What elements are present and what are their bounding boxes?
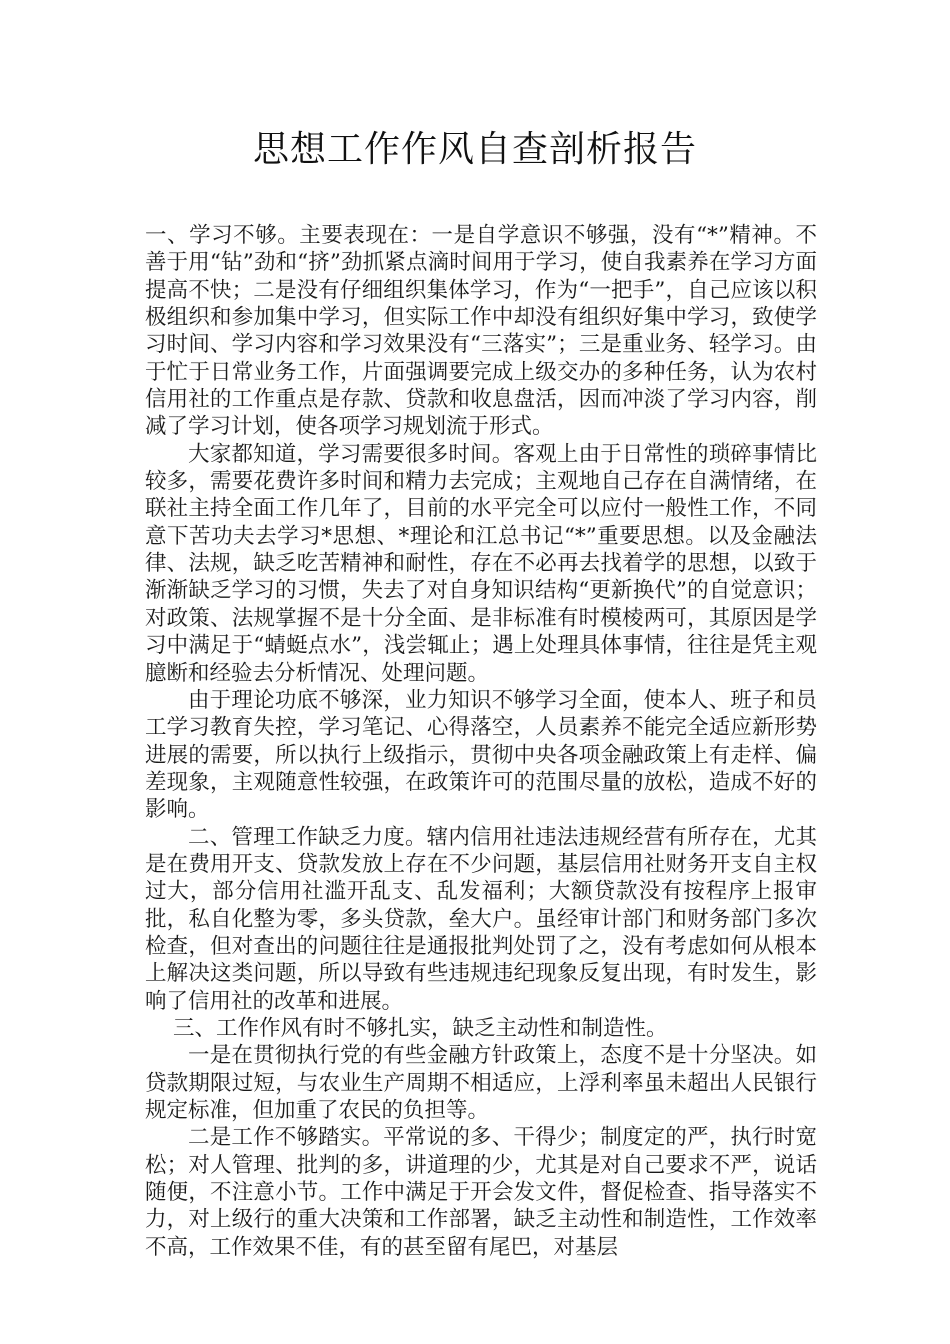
paragraph-study-reason: 大家都知道，学习需要很多时间。客观上由于日常性的琐碎事情比较多，需要花费许多时间和精力去完成；主观地自己存在自满情绪，在联社主持全面工作几年了，目前的水平完全可以应付一般性工作，不同意下苦功夫去学习*思想、*理论和江总书记“*”重要思想。以及金融法律、法规，缺乏吃苦精神和耐性，存在不必再去找着学的思想，以致于渐渐缺乏学习的习惯，失去了对自身知识结构“更新换代”的自觉意识；对政策、法规掌握不是十分全面、是非标准有时模棱两可，其原因是学习中满足于“蜻蜓点水”，浅尝辄止；遇上处理具体事情，往往是凭主观臆断和经验去分析情况、处理问题。 [145,441,817,686]
paragraph-work-style-heading: 三、工作作风有时不够扎实，缺乏主动性和制造性。 [172,1015,668,1041]
paragraph-management: 二、管理工作缺乏力度。辖内信用社违法违规经营有所存在，尤其是在费用开支、贷款发放上存在不少问题，基层信用社财务开支自主权过大，部分信用社滥开乱支、乱发福利；大额贷款没有按程序上报审批，私自化整为零，多头贷款，垒大户。虽经审计部门和财务部门多次检查，但对查出的问题往往是通报批判处罚了之，没有考虑如何从根本上解决这类问题，所以导致有些违规违纪现象反复出现，有时发生，影响了信用社的改革和进展。 [145,824,817,1014]
document-body [145,222,817,1261]
paragraph-policy: 一是在贯彻执行党的有些金融方针政策上，态度不是十分坚决。如贷款期限过短，与农业生产周期不相适应，上浮利率虽未超出人民银行规定标准，但加重了农民的负担等。 [145,1043,817,1123]
paragraph-diligence: 二是工作不够踏实。平常说的多、干得少；制度定的严，执行时宽松；对人管理、批判的多，讲道理的少，尤其是对自己要求不严，说话随便，不注意小节。工作中满足于开会发文件，督促检查、指导落实不力，对上级行的重大决策和工作部署，缺乏主动性和制造性，工作效率不高，工作效果不佳，有的甚至留有尾巴，对基层 [145,1125,817,1260]
paragraph-theory: 由于理论功底不够深，业力知识不够学习全面，使本人、班子和员工学习教育失控，学习笔记、心得落空，人员素养不能完全适应新形势进展的需要，所以执行上级指示，贯彻中央各项金融政策上有走样、偏差现象，主观随意性较强，在政策许可的范围尽量的放松，造成不好的影响。 [145,687,817,823]
document-title: 思想工作作风自查剖析报告 [252,129,697,170]
paragraph-study: 一、学习不够。主要表现在：一是自学意识不够强，没有“*”精神。不善于用“钻”劲和“挤”劲抓紧点滴时间用于学习，使自我素养在学习方面提高不快；二是没有仔细组织集体学习，作为“一把手”，自己应该以积极组织和参加集中学习，但实际工作中却没有组织好集中学习，致使学习时间、学习内容和学习效果没有“三落实”；三是重业务、轻学习。由于忙于日常业务工作，片面强调要完成上级交办的多种任务，认为农村信用社的工作重点是存款、贷款和收息盘活，因而冲淡了学习内容，削减了学习计划，使各项学习规划流于形式。 [145,223,817,440]
